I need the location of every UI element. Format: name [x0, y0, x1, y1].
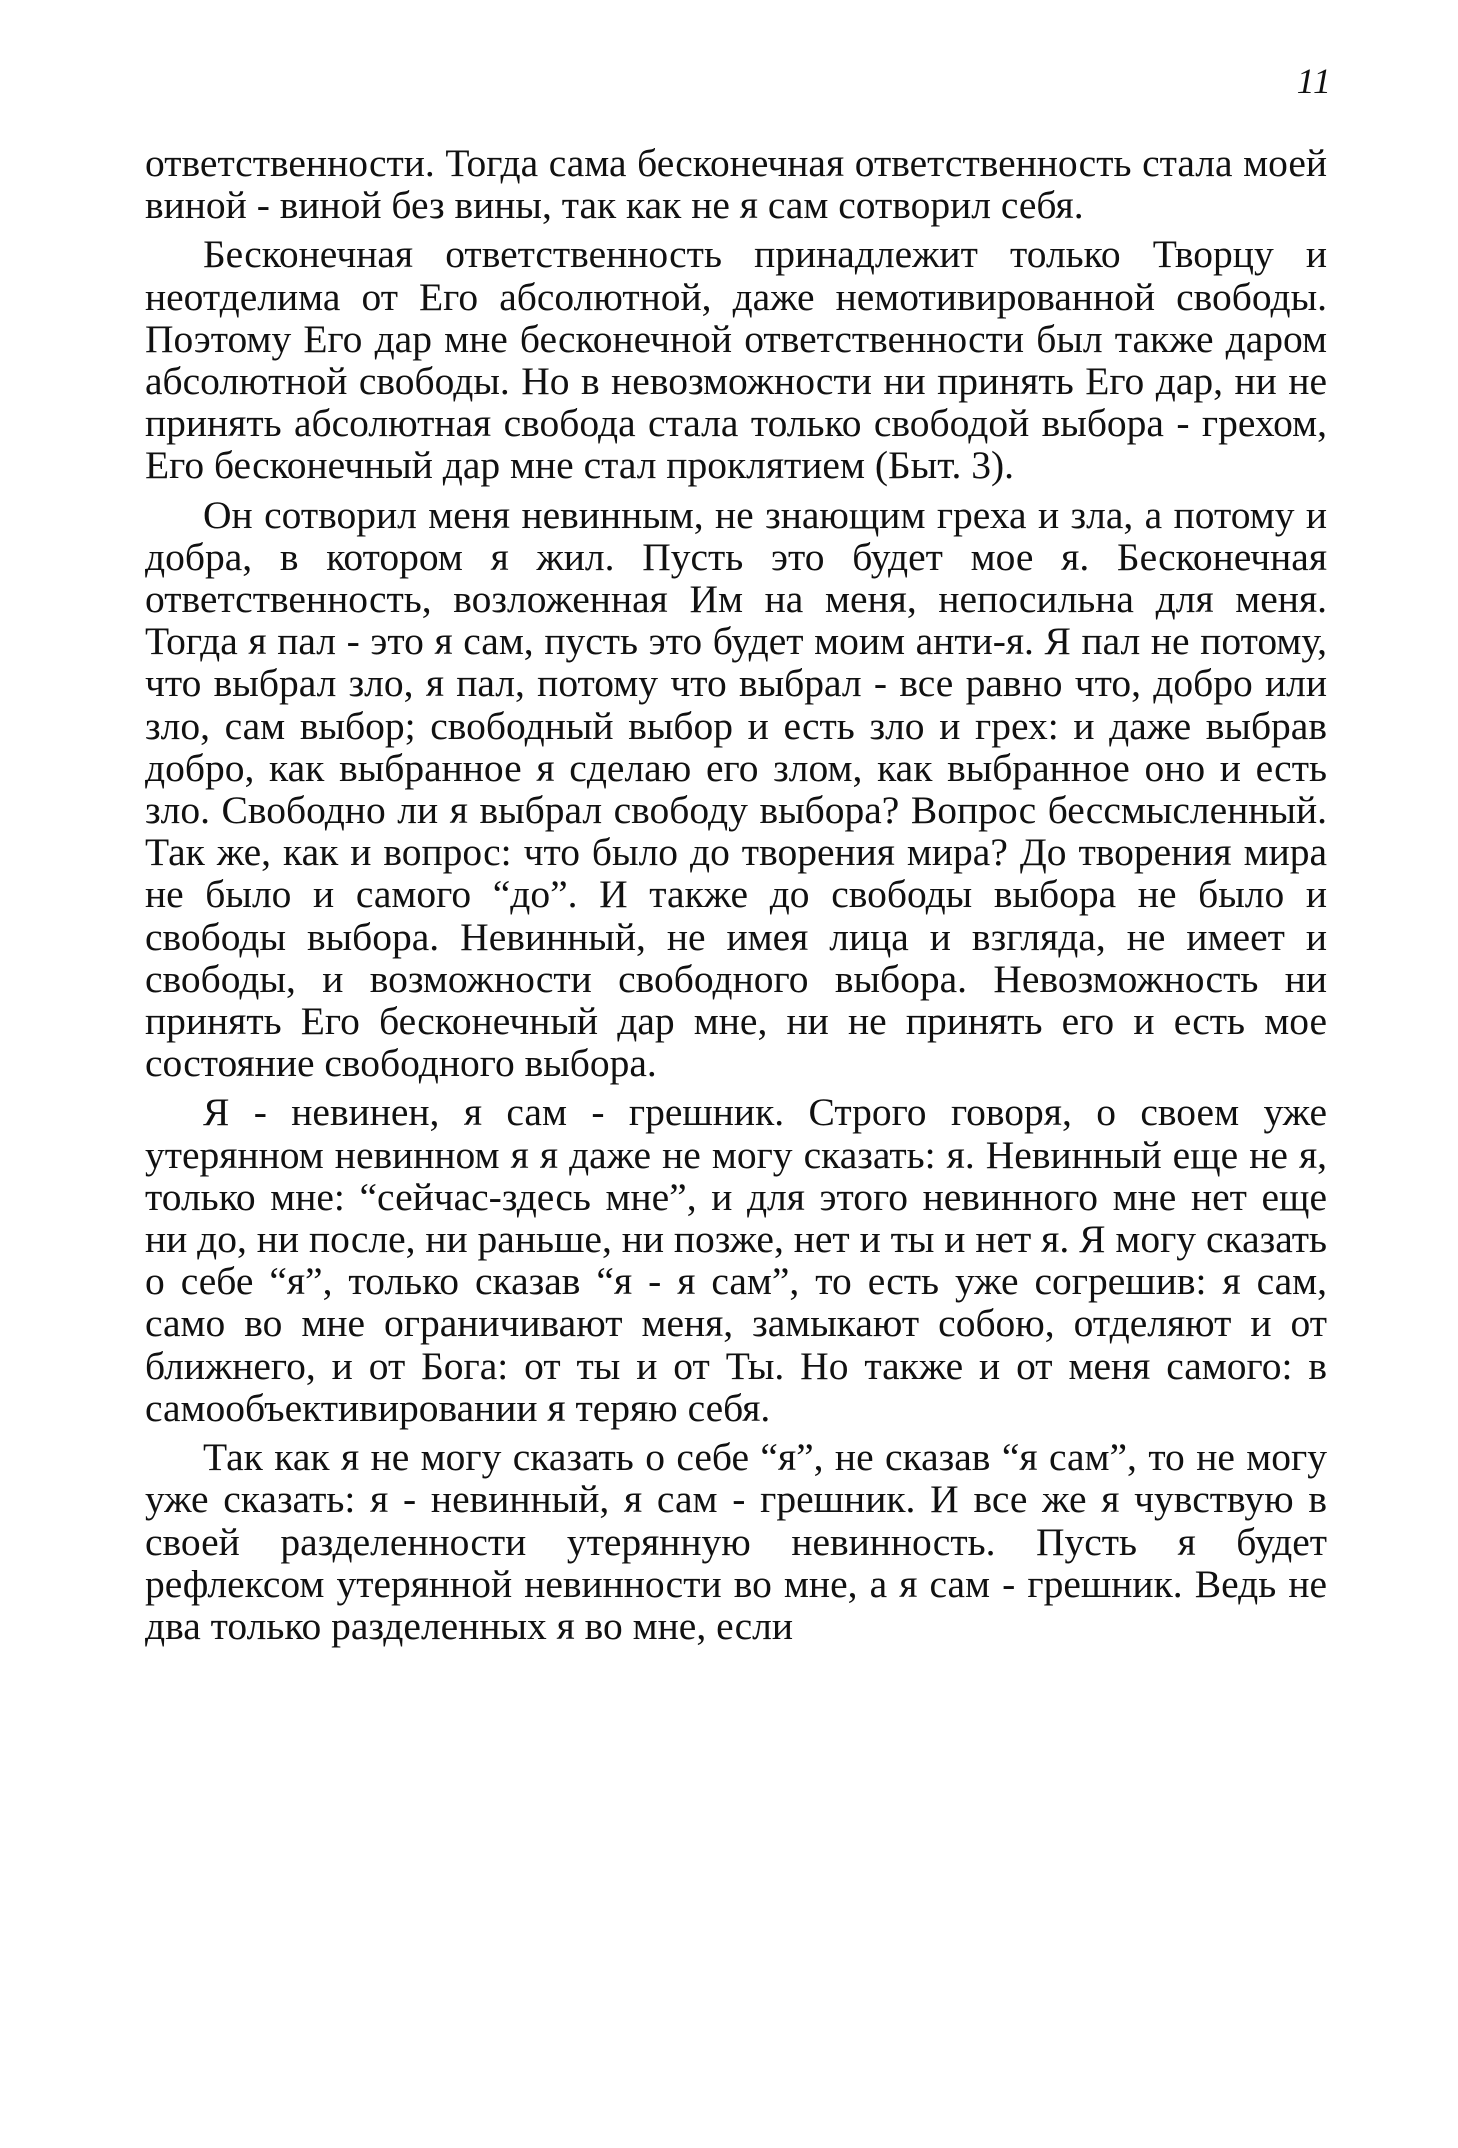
paragraph-5: Так как я не могу сказать о себе “я”, не сказав “я сам”, то не могу уже сказать: я - невинный, я сам - грешник. И все же я чувствую в своей разделенности утерянную невинность. Пусть я будет рефлексом утерянной невинности во мне, а я сам - грешник. Ведь не два только разделенных я во мне, если	[145, 1435, 1327, 1648]
paragraph-3: Он сотворил меня невинным, не знающим греха и зла, а потому и добра, в котором я жил. Пусть это будет мое я. Бесконечная ответственность, возложенная Им на меня, непосильна для меня. Тогда я пал - это я сам, пусть это будет моим анти-я. Я пал не потому, что выбрал зло, я пал, потому что выбрал - все равно что, добро или зло, сам выбор; свободный выбор и есть зло и грех: и даже выбрав добро, как выбранное я сделаю его злом, как выбранное оно и есть зло. Свободно ли я выбрал свободу выбора? Вопрос бессмысленный. Так же, как и вопрос: что было до творения мира? До творения мира не было и самого “до”. И также до свободы выбора не было и свободы выбора. Невинный, не имея лица и взгляда, не имеет и свободы, и возможности свободного выбора. Невозможность ни принять Его бесконечный дар мне, ни не принять его и есть мое состояние свободного выбора.	[145, 492, 1327, 1086]
paragraph-1: ответственности. Тогда сама бесконечная ответственность стала моей виной - виной без вины, так как не я сам сотворил себя.	[145, 141, 1327, 228]
paragraph-2: Бесконечная ответственность принадлежит только Творцу и неотделима от Его абсолютной, даже немотивированной свободы. Поэтому Его дар мне бесконечной ответственности был также даром абсолютной свободы. Но в невозможности ни принять Его дар, ни не принять абсолютная свобода стала только свободой выбора - грехом, Его бесконечный дар мне стал проклятием (Быт. 3).	[145, 232, 1327, 488]
paragraph-4: Я - невинен, я сам - грешник. Строго говоря, о своем уже утерянном невинном я я даже не могу сказать: я. Невинный еще не я, только мне: “сейчас-здесь мне”, и для этого невинного мне нет еще ни до, ни после, ни раньше, ни позже, нет и ты и нет я. Я могу сказать о себе “я”, только сказав “я - я сам”, то есть уже согрешив: я сам, само во мне ограничивают меня, замыкают собою, отделяют и от ближнего, и от Бога: от ты и от Ты. Но также и от меня самого: в самообъективировании я теряю себя.	[145, 1090, 1327, 1430]
page-number: 11	[1296, 61, 1332, 101]
text-column	[145, 142, 1327, 1647]
